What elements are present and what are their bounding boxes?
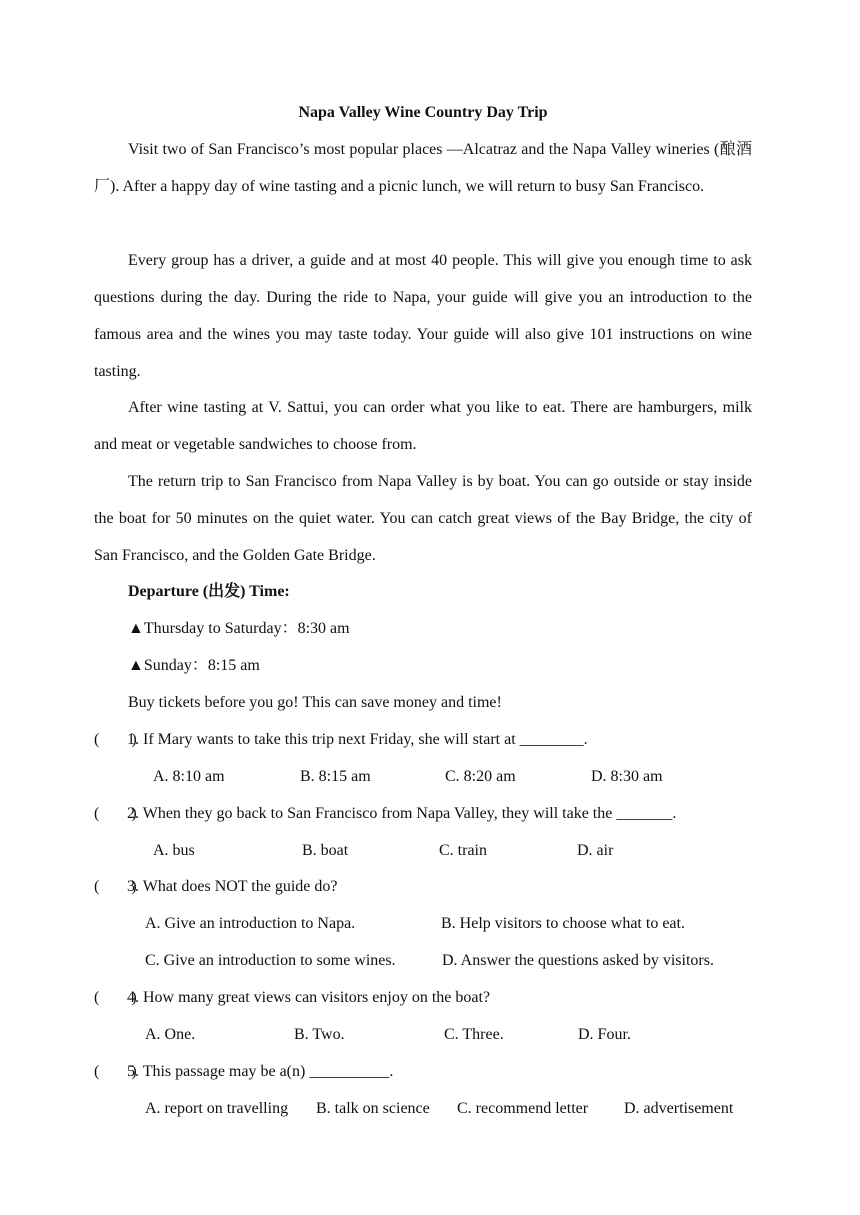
passage-title: Napa Valley Wine Country Day Trip xyxy=(298,104,548,121)
q4-option-c: C. Three. xyxy=(444,1026,504,1043)
q2-option-b: B. boat xyxy=(302,842,349,859)
q3-option-c: C. Give an introduction to some wines. xyxy=(145,952,396,969)
question-2 xyxy=(94,803,676,825)
answer-blank[interactable]: ( ) xyxy=(94,1063,137,1080)
q4-option-b: B. Two. xyxy=(294,1026,345,1043)
paragraph-intro: Visit two of San Francisco’s most popular places —Alcatraz and the Napa Valley wineries (酿酒厂). After a happy day of wine tasting and a picnic lunch, we will return to busy San Francisco. xyxy=(94,141,752,195)
answer-blank[interactable]: ( ) xyxy=(94,805,137,822)
answer-blank[interactable]: ( ) xyxy=(94,731,137,748)
question-4 xyxy=(94,987,490,1009)
answer-blank[interactable]: ( ) xyxy=(94,878,137,895)
q1-option-d: D. 8:30 am xyxy=(591,768,663,785)
question-1 xyxy=(94,729,588,751)
question-text: 2. When they go back to San Francisco from Napa Valley, they will take the _______. xyxy=(127,805,677,822)
departure-sunday: ▲Sunday：8:15 am xyxy=(128,657,260,674)
answer-blank[interactable]: ( ) xyxy=(94,989,137,1006)
q5-option-c: C. recommend letter xyxy=(457,1100,589,1117)
q2-option-a: A. bus xyxy=(153,842,195,859)
q5-option-d: D. advertisement xyxy=(624,1100,734,1117)
question-text: 4. How many great views can visitors enjoy on the boat? xyxy=(127,989,491,1006)
paragraph-lunch: After wine tasting at V. Sattui, you can order what you like to eat. There are hamburgers, milk and meat or vegetable sandwiches to choose from. xyxy=(94,399,752,453)
q5-option-b: B. talk on science xyxy=(316,1100,430,1117)
q2-option-c: C. train xyxy=(439,842,487,859)
paragraph-return: The return trip to San Francisco from Napa Valley is by boat. You can go outside or stay inside the boat for 50 minutes on the quiet water. You can catch great views of the Bay Bridge, the city of San Francisco, and the Golden Gate Bridge. xyxy=(94,473,752,564)
q1-option-a: A. 8:10 am xyxy=(153,768,225,785)
q3-option-b: B. Help visitors to choose what to eat. xyxy=(441,915,685,932)
question-text: 3. What does NOT the guide do? xyxy=(127,878,338,895)
ticket-note: Buy tickets before you go! This can save money and time! xyxy=(128,694,502,711)
departure-thursday-saturday: ▲Thursday to Saturday：8:30 am xyxy=(128,620,350,637)
question-5 xyxy=(94,1061,393,1083)
paragraph-group: Every group has a driver, a guide and at most 40 people. This will give you enough time to ask questions during the day. During the ride to Napa, your guide will give you an introduction to the famous area and the wines you may taste today. Your guide will also give 101 instructions on wine tasting. xyxy=(94,252,752,380)
q3-option-d: D. Answer the questions asked by visitors. xyxy=(442,952,714,969)
q4-option-d: D. Four. xyxy=(578,1026,631,1043)
q5-option-a: A. report on travelling xyxy=(145,1100,289,1117)
q1-option-c: C. 8:20 am xyxy=(445,768,516,785)
question-text: 1. If Mary wants to take this trip next Friday, she will start at ________. xyxy=(127,731,588,748)
question-text: 5. This passage may be a(n) __________. xyxy=(127,1063,394,1080)
q2-option-d: D. air xyxy=(577,842,614,859)
q1-option-b: B. 8:15 am xyxy=(300,768,371,785)
q4-option-a: A. One. xyxy=(145,1026,196,1043)
q3-option-a: A. Give an introduction to Napa. xyxy=(145,915,356,932)
question-3 xyxy=(94,876,337,898)
departure-heading: Departure (出发) Time: xyxy=(128,583,290,600)
